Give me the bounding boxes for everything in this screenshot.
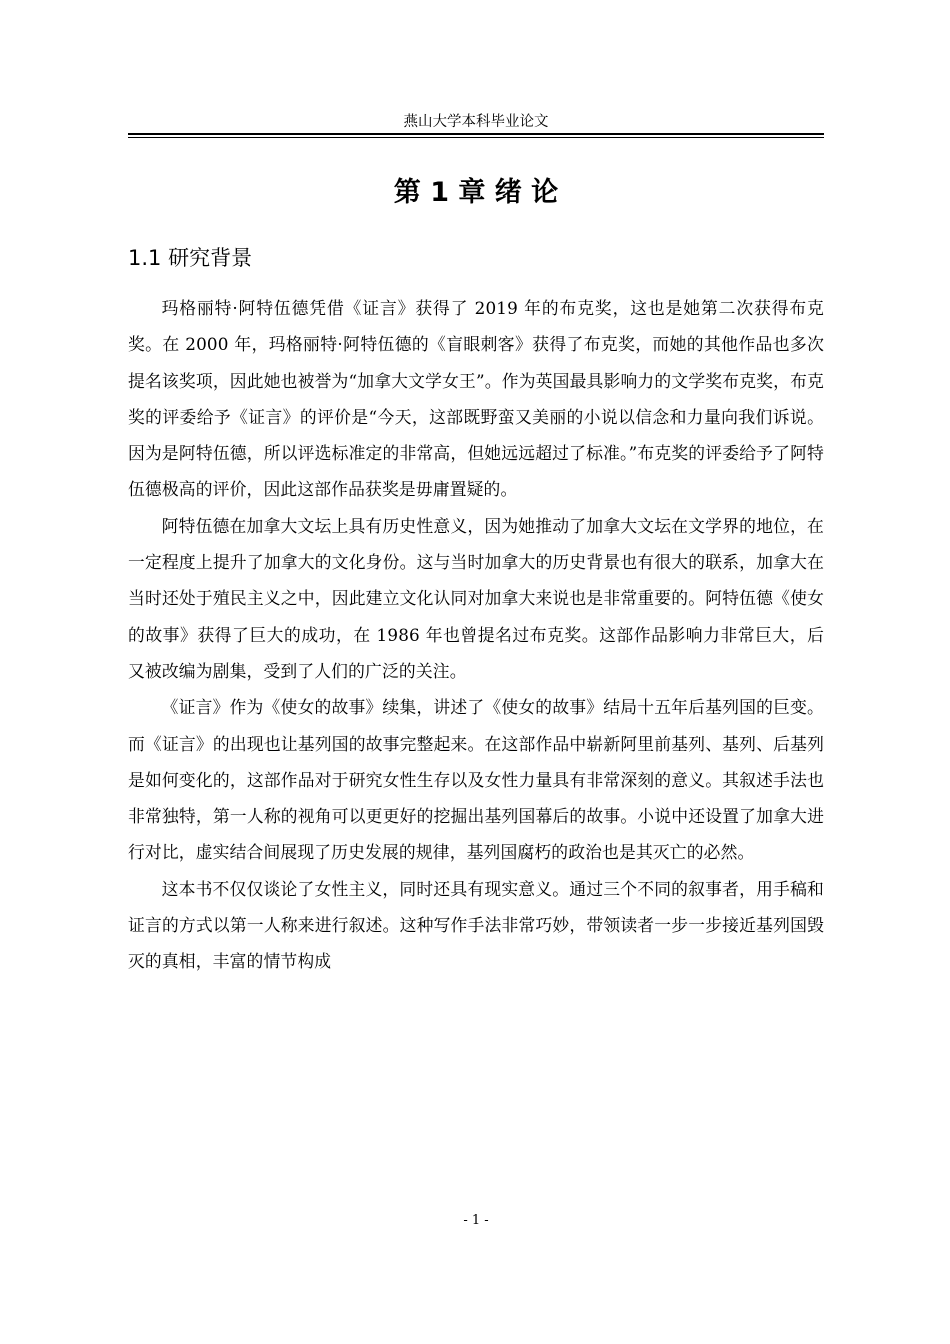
- running-header: 燕山大学本科毕业论文: [403, 114, 549, 130]
- header-rule-thin: [128, 137, 824, 138]
- chapter-title: 第 1 章 绪 论: [393, 177, 559, 208]
- paragraph: 玛格丽特·阿特伍德凭借《证言》获得了 2019 年的布克奖，这也是她第二次获得布克奖。在 2000 年，玛格丽特·阿特伍德的《盲眼刺客》获得了布克奖，而她的其他作品也多次提名该奖项，因此她也被誉为“加拿大文学女王”。作为英国最具影响力的文学奖布克奖，布克奖的评委给予《证言》的评价是“今天，这部既野蛮又美丽的小说以信念和力量向我们诉说。因为是阿特伍德，所以评选标准定的非常高，但她远远超过了标准。”布克奖的评委给予了阿特伍德极高的评价，因此这部作品获奖是毋庸置疑的。: [128, 298, 824, 500]
- section-title: 1.1 研究背景: [128, 246, 253, 270]
- page-number: - 1 -: [463, 1213, 489, 1228]
- header-rule-thick: [128, 133, 824, 135]
- body-text: [128, 290, 824, 980]
- paragraph: 这本书不仅仅谈论了女性主义，同时还具有现实意义。通过三个不同的叙事者，用手稿和证言的方式以第一人称来进行叙述。这种写作手法非常巧妙，带领读者一步一步接近基列国毁灭的真相，丰富的情节构成: [128, 878, 824, 972]
- paragraph: 《证言》作为《使女的故事》续集，讲述了《使女的故事》结局十五年后基列国的巨变。而《证言》的出现也让基列国的故事完整起来。在这部作品中崭新阿里前基列、基列、后基列是如何变化的，这部作品对于研究女性生存以及女性力量具有非常深刻的意义。其叙述手法也非常独特，第一人称的视角可以更更好的挖掘出基列国幕后的故事。小说中还设置了加拿大进行对比，虚实结合间展现了历史发展的规律，基列国腐朽的政治也是其灭亡的必然。: [128, 697, 824, 863]
- paragraph: 阿特伍德在加拿大文坛上具有历史性意义，因为她推动了加拿大文坛在文学界的地位，在一定程度上提升了加拿大的文化身份。这与当时加拿大的历史背景也有很大的联系，加拿大在当时还处于殖民主义之中，因此建立文化认同对加拿大来说也是非常重要的。阿特伍德《使女的故事》获得了巨大的成功，在 1986 年也曾提名过布克奖。这部作品影响力非常巨大，后又被改编为剧集，受到了人们的广泛的关注。: [128, 515, 824, 681]
